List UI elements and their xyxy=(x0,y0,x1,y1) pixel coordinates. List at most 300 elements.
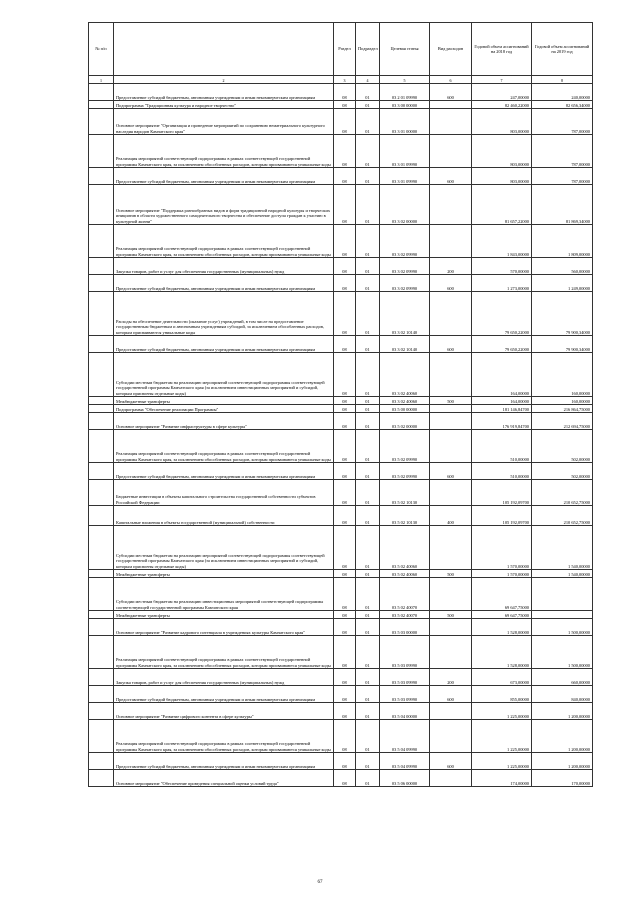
cell-volume-2018: 81 657,22000 xyxy=(472,185,532,225)
cell-expense-type: 400 xyxy=(430,506,472,526)
cell-expense-type xyxy=(430,770,472,787)
table-row xyxy=(89,611,593,619)
cell-target-article: 03 5 02 10130 xyxy=(380,506,430,526)
cell-volume-2018: 1 273,00000 xyxy=(472,275,532,292)
cell-podrazdel: 01 xyxy=(356,275,380,292)
cell-razdel: 08 xyxy=(334,292,356,336)
column-number: 8 xyxy=(532,76,593,84)
cell-number xyxy=(89,463,114,480)
cell-target-article: 03 3 02 10140 xyxy=(380,292,430,336)
column-number: 3 xyxy=(334,76,356,84)
cell-volume-2018: 1 570,00000 xyxy=(472,570,532,578)
cell-target-article: 03 3 02 09990 xyxy=(380,225,430,258)
cell-number xyxy=(89,292,114,336)
cell-razdel: 08 xyxy=(334,720,356,753)
cell-volume-2018: 174,00000 xyxy=(472,770,532,787)
cell-number xyxy=(89,336,114,353)
cell-volume-2019: 1 809,00000 xyxy=(532,225,593,258)
cell-razdel: 08 xyxy=(334,703,356,720)
column-number: 4 xyxy=(356,76,380,84)
cell-name: Предоставление субсидий бюджетным, автономным учреждениям и иным некоммерческим организациям xyxy=(114,463,334,480)
table-row xyxy=(89,109,593,135)
table-row xyxy=(89,636,593,669)
cell-volume-2018: 105 192,09700 xyxy=(472,506,532,526)
cell-target-article: 03 5 02 09990 xyxy=(380,430,430,463)
column-number: 2 xyxy=(114,76,334,84)
cell-number xyxy=(89,753,114,770)
column-number: 6 xyxy=(430,76,472,84)
cell-volume-2019: 170,00000 xyxy=(532,770,593,787)
cell-number xyxy=(89,84,114,101)
cell-name: Подпрограмма "Традиционная культура и народное творчество" xyxy=(114,101,334,109)
cell-razdel: 08 xyxy=(334,578,356,611)
cell-target-article: 03 5 03 09990 xyxy=(380,686,430,703)
cell-number xyxy=(89,720,114,753)
cell-podrazdel: 01 xyxy=(356,570,380,578)
header-volume-2018: Годовой объем ассигнований на 2018 год xyxy=(472,23,532,76)
cell-number xyxy=(89,578,114,611)
cell-podrazdel: 01 xyxy=(356,430,380,463)
cell-volume-2018: 69 647,75000 xyxy=(472,611,532,619)
cell-razdel: 08 xyxy=(334,109,356,135)
header-number: № п/п xyxy=(89,23,114,76)
cell-razdel: 08 xyxy=(334,430,356,463)
cell-expense-type xyxy=(430,636,472,669)
cell-volume-2018: 69 647,75000 xyxy=(472,578,532,611)
cell-expense-type xyxy=(430,109,472,135)
cell-number xyxy=(89,636,114,669)
cell-volume-2019: 240,00000 xyxy=(532,84,593,101)
cell-name: Капитальные вложения в объекты государственной (муниципальной) собственности xyxy=(114,506,334,526)
cell-name: Субсидии местным бюджетам на реализацию мероприятий соответствующей подпрограммы соответствующей государственной программы Камчатского края (за исключением инвестиционных мероприятий и субсидий, которым присвоены отдельные коды) xyxy=(114,526,334,570)
cell-volume-2019: 216 864,75000 xyxy=(532,405,593,413)
cell-podrazdel: 01 xyxy=(356,636,380,669)
cell-number xyxy=(89,669,114,686)
cell-expense-type xyxy=(430,413,472,430)
cell-volume-2018: 803,00000 xyxy=(472,109,532,135)
cell-target-article: 03 5 02 10130 xyxy=(380,480,430,506)
cell-volume-2018: 164,00000 xyxy=(472,397,532,405)
cell-razdel: 08 xyxy=(334,669,356,686)
cell-volume-2019: 160,00000 xyxy=(532,353,593,397)
cell-volume-2019: 1 500,00000 xyxy=(532,619,593,636)
cell-target-article: 03 3 01 00000 xyxy=(380,109,430,135)
cell-podrazdel: 01 xyxy=(356,480,380,506)
cell-volume-2018: 79 650,22000 xyxy=(472,292,532,336)
cell-expense-type: 500 xyxy=(430,570,472,578)
cell-name: Расходы на обеспечение деятельности (оказание услуг) учреждений, в том числе на предоставление государственным бюджетным и автономным учреждениям субсидий, за исключением обособленных расходов, которым присваиваются уникальные коды xyxy=(114,292,334,336)
cell-number xyxy=(89,258,114,275)
header-podrazdel: Подраздел xyxy=(356,23,380,76)
table-row xyxy=(89,292,593,336)
cell-volume-2019: 82 656,34000 xyxy=(532,101,593,109)
header-target-article: Целевая статья xyxy=(380,23,430,76)
cell-razdel: 08 xyxy=(334,135,356,168)
cell-volume-2018: 176 919,84700 xyxy=(472,413,532,430)
cell-expense-type: 600 xyxy=(430,753,472,770)
cell-expense-type: 500 xyxy=(430,611,472,619)
cell-expense-type xyxy=(430,135,472,168)
cell-razdel: 08 xyxy=(334,168,356,185)
table-row xyxy=(89,258,593,275)
cell-expense-type xyxy=(430,619,472,636)
cell-name: Основное мероприятие "Организация и проведение мероприятий по сохранению нематериального культурного наследия народов Камчатского края" xyxy=(114,109,334,135)
cell-expense-type xyxy=(430,430,472,463)
cell-volume-2019: 787,00000 xyxy=(532,135,593,168)
cell-number xyxy=(89,526,114,570)
cell-number xyxy=(89,703,114,720)
cell-number xyxy=(89,413,114,430)
cell-volume-2018: 803,00000 xyxy=(472,168,532,185)
table-row xyxy=(89,703,593,720)
cell-name: Предоставление субсидий бюджетным, автономным учреждениям и иным некоммерческим организациям xyxy=(114,168,334,185)
cell-name: Межбюджетные трансферты xyxy=(114,397,334,405)
cell-razdel: 08 xyxy=(334,405,356,413)
cell-volume-2019: 1 200,00000 xyxy=(532,720,593,753)
cell-number xyxy=(89,185,114,225)
cell-razdel: 08 xyxy=(334,353,356,397)
cell-podrazdel: 01 xyxy=(356,135,380,168)
cell-razdel: 08 xyxy=(334,185,356,225)
cell-expense-type xyxy=(430,480,472,506)
cell-number xyxy=(89,686,114,703)
cell-name: Субсидии местным бюджетам на реализацию инвестиционных мероприятий соответствующей подпрограммы соответствующей государственной программы Камчатского края xyxy=(114,578,334,611)
cell-number xyxy=(89,480,114,506)
cell-name: Предоставление субсидий бюджетным, автономным учреждениям и иным некоммерческим организациям xyxy=(114,84,334,101)
cell-target-article: 03 2 01 09990 xyxy=(380,84,430,101)
cell-volume-2019: 1 540,00000 xyxy=(532,526,593,570)
cell-podrazdel: 01 xyxy=(356,611,380,619)
cell-name: Подпрограмма "Обеспечение реализации Программы" xyxy=(114,405,334,413)
cell-razdel: 08 xyxy=(334,336,356,353)
cell-volume-2019: 212 694,75000 xyxy=(532,413,593,430)
cell-razdel: 08 xyxy=(334,526,356,570)
cell-volume-2018: 164,00000 xyxy=(472,353,532,397)
cell-number xyxy=(89,101,114,109)
cell-podrazdel: 01 xyxy=(356,168,380,185)
cell-volume-2018: 510,00000 xyxy=(472,430,532,463)
cell-volume-2018: 1 225,00000 xyxy=(472,703,532,720)
cell-volume-2018: 181 146,84700 xyxy=(472,405,532,413)
cell-podrazdel: 01 xyxy=(356,405,380,413)
table-row xyxy=(89,413,593,430)
cell-target-article: 03 5 02 40070 xyxy=(380,611,430,619)
column-number: 1 xyxy=(89,76,114,84)
budget-page xyxy=(88,22,592,787)
cell-podrazdel: 01 xyxy=(356,669,380,686)
cell-podrazdel: 01 xyxy=(356,703,380,720)
cell-volume-2019: 1 200,00000 xyxy=(532,703,593,720)
cell-podrazdel: 01 xyxy=(356,578,380,611)
cell-name: Реализация мероприятий соответствующей подпрограммы в рамках соответствующей государственной программы Камчатского края, за исключением обособленных расходов, которым присваиваются уникальные коды xyxy=(114,430,334,463)
cell-name: Реализация мероприятий соответствующей подпрограммы в рамках соответствующей государственной программы Камчатского края, за исключением обособленных расходов, которым присваиваются уникальные коды xyxy=(114,636,334,669)
cell-target-article: 03 5 04 00000 xyxy=(380,703,430,720)
column-number-row xyxy=(89,76,593,84)
cell-podrazdel: 01 xyxy=(356,686,380,703)
cell-volume-2019: 560,00000 xyxy=(532,258,593,275)
cell-volume-2019 xyxy=(532,611,593,619)
cell-number xyxy=(89,135,114,168)
cell-number xyxy=(89,225,114,258)
cell-name: Основное мероприятие "Обеспечение проведения специальной оценки условий труда" xyxy=(114,770,334,787)
cell-volume-2019: 502,00000 xyxy=(532,430,593,463)
cell-number xyxy=(89,430,114,463)
header-razdel: Раздел xyxy=(334,23,356,76)
cell-razdel: 08 xyxy=(334,397,356,405)
cell-podrazdel: 01 xyxy=(356,292,380,336)
cell-number xyxy=(89,619,114,636)
cell-expense-type xyxy=(430,720,472,753)
cell-podrazdel: 01 xyxy=(356,619,380,636)
cell-name: Бюджетные инвестиции в объекты капитального строительства государственной собственности субъектов Российской Федерации xyxy=(114,480,334,506)
cell-razdel: 08 xyxy=(334,619,356,636)
cell-volume-2018: 1 528,00000 xyxy=(472,619,532,636)
cell-volume-2018: 1 225,00000 xyxy=(472,720,532,753)
cell-name: Реализация мероприятий соответствующей подпрограммы в рамках соответствующей государственной программы Камчатского края, за исключением обособленных расходов, которым присваиваются уникальные коды xyxy=(114,720,334,753)
cell-name: Предоставление субсидий бюджетным, автономным учреждениям и иным некоммерческим организациям xyxy=(114,686,334,703)
cell-number xyxy=(89,405,114,413)
cell-volume-2019: 1 200,00000 xyxy=(532,753,593,770)
cell-target-article: 03 5 02 40060 xyxy=(380,570,430,578)
table-row xyxy=(89,720,593,753)
cell-podrazdel: 01 xyxy=(356,397,380,405)
cell-razdel: 08 xyxy=(334,753,356,770)
cell-razdel: 08 xyxy=(334,636,356,669)
header-volume-2019: Годовой объем ассигнований на 2019 год xyxy=(532,23,593,76)
table-row xyxy=(89,430,593,463)
cell-podrazdel: 01 xyxy=(356,753,380,770)
cell-expense-type: 200 xyxy=(430,258,472,275)
cell-name: Закупка товаров, работ и услуг для обеспечения государственных (муниципальных) нужд xyxy=(114,669,334,686)
cell-razdel: 08 xyxy=(334,101,356,109)
cell-target-article: 03 5 02 40060 xyxy=(380,526,430,570)
cell-volume-2019: 81 869,34000 xyxy=(532,185,593,225)
cell-number xyxy=(89,353,114,397)
table-row xyxy=(89,463,593,480)
cell-podrazdel: 01 xyxy=(356,101,380,109)
cell-volume-2018: 803,00000 xyxy=(472,135,532,168)
cell-volume-2018: 1 225,00000 xyxy=(472,753,532,770)
cell-volume-2019: 840,00000 xyxy=(532,686,593,703)
cell-volume-2018: 1 570,00000 xyxy=(472,526,532,570)
cell-number xyxy=(89,275,114,292)
cell-razdel: 08 xyxy=(334,413,356,430)
cell-expense-type xyxy=(430,578,472,611)
cell-name: Основное мероприятие "Поддержка разнообразных видов и форм традиционной народной культуры и творческих инициатив в области художественного самодеятельного творчества и обеспечение доступа граждан к участию в культурной жизни" xyxy=(114,185,334,225)
cell-expense-type: 200 xyxy=(430,669,472,686)
cell-volume-2019: 1 500,00000 xyxy=(532,636,593,669)
cell-expense-type xyxy=(430,225,472,258)
cell-expense-type: 600 xyxy=(430,84,472,101)
cell-volume-2019: 210 652,75000 xyxy=(532,480,593,506)
cell-target-article: 03 5 06 00000 xyxy=(380,770,430,787)
cell-volume-2019: 210 652,75000 xyxy=(532,506,593,526)
cell-razdel: 08 xyxy=(334,480,356,506)
cell-razdel: 08 xyxy=(334,225,356,258)
cell-volume-2018: 570,00000 xyxy=(472,258,532,275)
cell-target-article: 03 5 03 00000 xyxy=(380,619,430,636)
cell-expense-type xyxy=(430,405,472,413)
cell-volume-2018: 673,00000 xyxy=(472,669,532,686)
cell-volume-2019: 1 249,00000 xyxy=(532,275,593,292)
table-row xyxy=(89,275,593,292)
table-row xyxy=(89,669,593,686)
table-row xyxy=(89,168,593,185)
cell-name: Межбюджетные трансферты xyxy=(114,570,334,578)
cell-razdel: 08 xyxy=(334,570,356,578)
cell-podrazdel: 01 xyxy=(356,720,380,753)
cell-name: Основное мероприятие "Развитие кадрового потенциала в учреждениях культуры Камчатского края" xyxy=(114,619,334,636)
cell-target-article: 03 3 01 09990 xyxy=(380,168,430,185)
cell-razdel: 08 xyxy=(334,770,356,787)
cell-podrazdel: 01 xyxy=(356,84,380,101)
header-expense-type: Вид расходов xyxy=(430,23,472,76)
cell-razdel: 08 xyxy=(334,275,356,292)
cell-name: Реализация мероприятий соответствующей подпрограммы в рамках соответствующей государственной программы Камчатского края, за исключением обособленных расходов, которым присваиваются уникальные коды xyxy=(114,135,334,168)
table-row xyxy=(89,405,593,413)
cell-podrazdel: 01 xyxy=(356,225,380,258)
cell-volume-2019: 787,00000 xyxy=(532,168,593,185)
cell-podrazdel: 01 xyxy=(356,109,380,135)
cell-name: Реализация мероприятий соответствующей подпрограммы в рамках соответствующей государственной программы Камчатского края, за исключением обособленных расходов, которым присваиваются уникальные коды xyxy=(114,225,334,258)
cell-podrazdel: 01 xyxy=(356,185,380,225)
column-number: 5 xyxy=(380,76,430,84)
cell-volume-2018: 82 460,22000 xyxy=(472,101,532,109)
header-name xyxy=(114,23,334,76)
cell-name: Основное мероприятие "Развитие инфраструктуры в сфере культуры" xyxy=(114,413,334,430)
cell-target-article: 03 3 02 00000 xyxy=(380,185,430,225)
table-row xyxy=(89,353,593,397)
cell-volume-2019: 660,00000 xyxy=(532,669,593,686)
cell-volume-2019: 502,00000 xyxy=(532,463,593,480)
column-number: 7 xyxy=(472,76,532,84)
cell-expense-type xyxy=(430,101,472,109)
cell-podrazdel: 01 xyxy=(356,258,380,275)
cell-number xyxy=(89,109,114,135)
cell-target-article: 03 3 02 40060 xyxy=(380,397,430,405)
cell-razdel: 08 xyxy=(334,258,356,275)
cell-number xyxy=(89,168,114,185)
cell-target-article: 03 5 00 00000 xyxy=(380,405,430,413)
cell-volume-2018: 1 528,00000 xyxy=(472,636,532,669)
cell-razdel: 08 xyxy=(334,686,356,703)
cell-number xyxy=(89,611,114,619)
cell-name: Субсидии местным бюджетам на реализацию мероприятий соответствующей подпрограммы соответствующей государственной программы Камчатского края (за исключением инвестиционных мероприятий и субсидий, которым присвоены отдельные коды) xyxy=(114,353,334,397)
cell-expense-type: 600 xyxy=(430,336,472,353)
cell-podrazdel: 01 xyxy=(356,413,380,430)
cell-expense-type xyxy=(430,185,472,225)
cell-name: Межбюджетные трансферты xyxy=(114,611,334,619)
cell-razdel: 08 xyxy=(334,611,356,619)
cell-expense-type xyxy=(430,703,472,720)
table-row xyxy=(89,570,593,578)
cell-number xyxy=(89,397,114,405)
cell-volume-2018: 105 192,09700 xyxy=(472,480,532,506)
cell-expense-type: 500 xyxy=(430,397,472,405)
cell-podrazdel: 01 xyxy=(356,353,380,397)
cell-target-article: 03 3 00 00000 xyxy=(380,101,430,109)
cell-target-article: 03 5 03 09990 xyxy=(380,669,430,686)
table-row xyxy=(89,84,593,101)
cell-podrazdel: 01 xyxy=(356,506,380,526)
cell-target-article: 03 5 02 40070 xyxy=(380,578,430,611)
cell-expense-type: 600 xyxy=(430,168,472,185)
cell-number xyxy=(89,506,114,526)
table-row xyxy=(89,336,593,353)
cell-target-article: 03 3 02 09990 xyxy=(380,258,430,275)
cell-name: Предоставление субсидий бюджетным, автономным учреждениям и иным некоммерческим организациям xyxy=(114,753,334,770)
cell-volume-2018: 1 843,00000 xyxy=(472,225,532,258)
table-body xyxy=(89,84,593,787)
cell-target-article: 03 5 02 09990 xyxy=(380,463,430,480)
cell-volume-2019 xyxy=(532,578,593,611)
table-row xyxy=(89,770,593,787)
cell-number xyxy=(89,770,114,787)
cell-target-article: 03 3 02 40060 xyxy=(380,353,430,397)
cell-target-article: 03 3 01 09990 xyxy=(380,135,430,168)
cell-expense-type xyxy=(430,292,472,336)
table-row xyxy=(89,753,593,770)
cell-name: Закупка товаров, работ и услуг для обеспечения государственных (муниципальных) нужд xyxy=(114,258,334,275)
table-row xyxy=(89,185,593,225)
cell-podrazdel: 01 xyxy=(356,770,380,787)
cell-volume-2018: 247,00000 xyxy=(472,84,532,101)
cell-name: Предоставление субсидий бюджетным, автономным учреждениям и иным некоммерческим организациям xyxy=(114,336,334,353)
table-row xyxy=(89,619,593,636)
cell-volume-2018: 855,00000 xyxy=(472,686,532,703)
cell-volume-2018: 510,00000 xyxy=(472,463,532,480)
cell-volume-2018: 79 650,22000 xyxy=(472,336,532,353)
table-row xyxy=(89,101,593,109)
table-header-row xyxy=(89,23,593,76)
table-row xyxy=(89,397,593,405)
cell-target-article: 03 3 02 09990 xyxy=(380,275,430,292)
page-number: 67 xyxy=(317,880,323,885)
cell-razdel: 08 xyxy=(334,506,356,526)
table-row xyxy=(89,578,593,611)
cell-expense-type: 600 xyxy=(430,463,472,480)
cell-target-article: 03 5 04 09990 xyxy=(380,720,430,753)
cell-expense-type xyxy=(430,526,472,570)
cell-razdel: 08 xyxy=(334,463,356,480)
cell-name: Основное мероприятие "Развитие цифрового контента в сфере культуры" xyxy=(114,703,334,720)
cell-expense-type xyxy=(430,353,472,397)
cell-target-article: 03 5 04 09990 xyxy=(380,753,430,770)
table-row xyxy=(89,526,593,570)
cell-target-article: 03 5 03 09990 xyxy=(380,636,430,669)
budget-table xyxy=(88,22,593,787)
cell-volume-2019: 1 540,00000 xyxy=(532,570,593,578)
table-row xyxy=(89,480,593,506)
cell-expense-type: 600 xyxy=(430,686,472,703)
table-row xyxy=(89,225,593,258)
cell-volume-2019: 79 900,34000 xyxy=(532,336,593,353)
cell-podrazdel: 01 xyxy=(356,526,380,570)
cell-number xyxy=(89,570,114,578)
cell-volume-2019: 79 900,34000 xyxy=(532,292,593,336)
cell-target-article: 03 3 02 10140 xyxy=(380,336,430,353)
table-row xyxy=(89,686,593,703)
cell-volume-2019: 787,00000 xyxy=(532,109,593,135)
table-row xyxy=(89,135,593,168)
cell-name: Предоставление субсидий бюджетным, автономным учреждениям и иным некоммерческим организациям xyxy=(114,275,334,292)
cell-expense-type: 600 xyxy=(430,275,472,292)
cell-target-article: 03 5 02 00000 xyxy=(380,413,430,430)
table-row xyxy=(89,506,593,526)
cell-podrazdel: 01 xyxy=(356,463,380,480)
cell-volume-2019: 160,00000 xyxy=(532,397,593,405)
cell-razdel: 08 xyxy=(334,84,356,101)
